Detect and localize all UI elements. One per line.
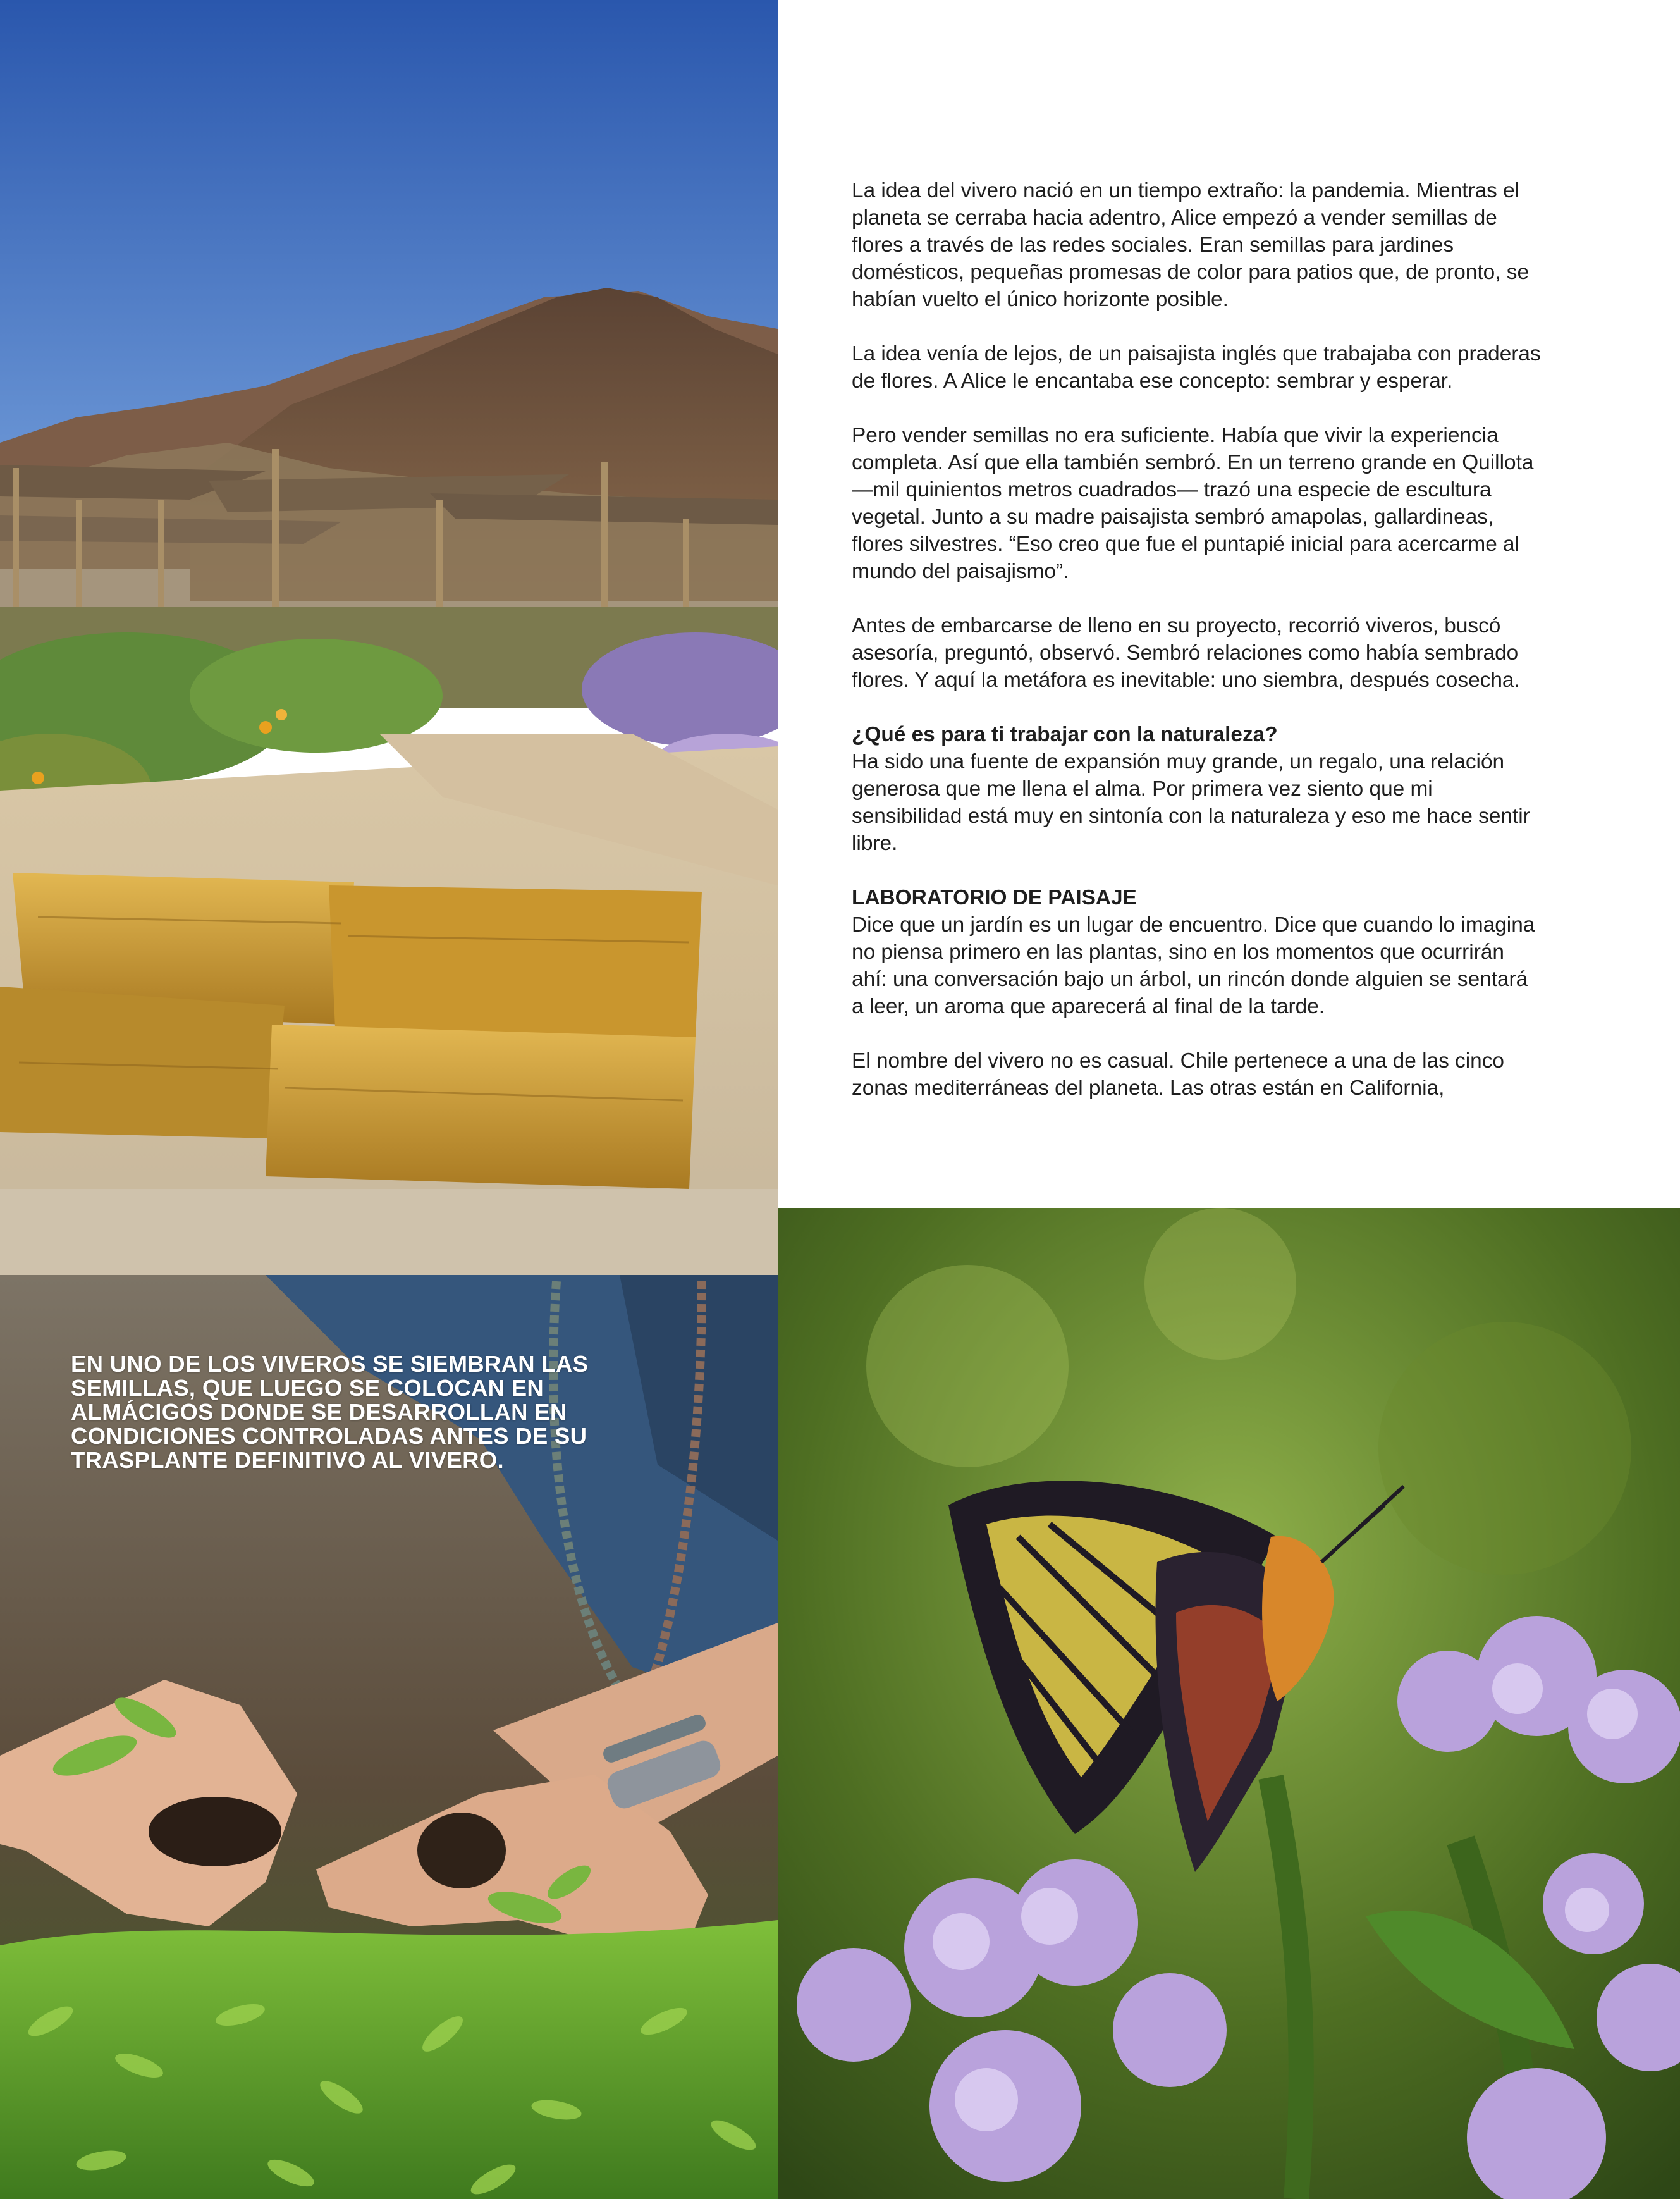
- article-paragraph: La idea venía de lejos, de un paisajista inglés que trabajaba con praderas de flores. A Alice le encantaba ese concepto: sembrar y esperar.: [852, 342, 1541, 393]
- butterfly-photo: [778, 1208, 1680, 2199]
- article-paragraph: La idea del vivero nació en un tiempo extraño: la pandemia. Mientras el planeta se cerraba hacia adentro, Alice empezó a vender semillas de flores a través de las redes sociales. Eran semillas para jardines domésticos, pequeñas promesas de color para patios que, de pronto, se habían vuelto el único horizonte posible.: [852, 179, 1530, 311]
- interview-question: ¿Qué es para ti trabajar con la naturaleza?: [852, 723, 1278, 746]
- article-body: [852, 177, 1541, 1102]
- article-paragraph: Pero vender semillas no era suficiente. Había que vivir la experiencia completa. Así que ella también sembró. En un terreno grande en Quillota —mil quinientos metros cuadrados— trazó una especie de escultura vegetal. Junto a su madre paisajista sembró amapolas, gallardineas, flores silvestres. “Eso creo que fue el puntapié inicial para acercarme al mundo del paisajismo”.: [852, 424, 1534, 583]
- interview-block: [852, 721, 1541, 857]
- article-paragraph: Dice que un jardín es un lugar de encuentro. Dice que cuando lo imagina no piensa primero en las plantas, sino en los momentos que ocurrirán ahí: una conversación bajo un árbol, un rincón donde alguien se sentará a leer, un aroma que aparecerá al final de la tarde.: [852, 913, 1535, 1018]
- photo-caption: EN UNO DE LOS VIVEROS SE SIEMBRAN LAS SEMILLAS, QUE LUEGO SE COLOCAN EN ALMÁCIGOS DONDE SE DESARROLLAN EN CONDICIONES CONTROLADAS ANTES DE SU TRASPLANTE DEFINITIVO AL VIVERO.: [71, 1351, 589, 1473]
- article-paragraph: Antes de embarcarse de lleno en su proyecto, recorrió viveros, buscó asesoría, preguntó, observó. Sembró relaciones como había sembrado flores. Y aquí la metáfora es inevitable: uno siembra, después cosecha.: [852, 614, 1520, 692]
- section-heading: LABORATORIO DE PAISAJE: [852, 886, 1137, 909]
- nursery-landscape-photo: [0, 0, 778, 1275]
- interview-answer: Ha sido una fuente de expansión muy grande, un regalo, una relación generosa que me llena el alma. Por primera vez siento que mi sensibilidad está muy en sintonía con la naturaleza y eso me hace sentir libre.: [852, 750, 1530, 855]
- article-paragraph: El nombre del vivero no es casual. Chile pertenece a una de las cinco zonas mediterráneas del planeta. Las otras están en California,: [852, 1049, 1504, 1100]
- section-block: [852, 884, 1541, 1020]
